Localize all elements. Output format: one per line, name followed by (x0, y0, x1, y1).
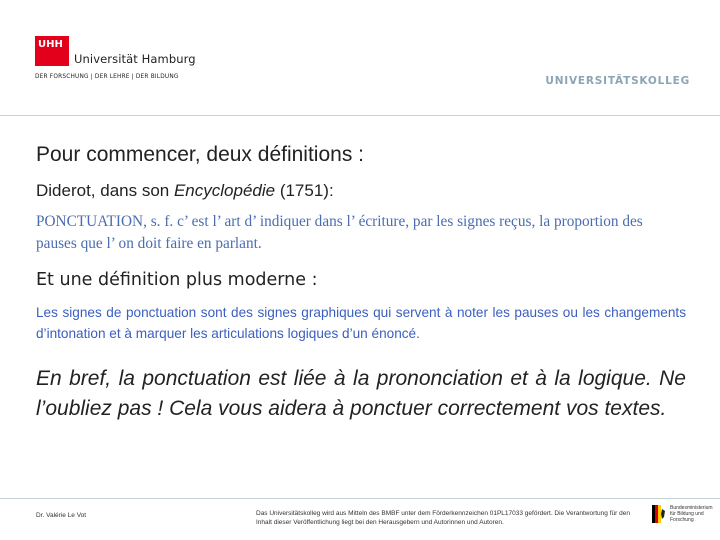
header-divider (0, 115, 720, 116)
university-name: Universität Hamburg (74, 52, 196, 66)
footer-author: Dr. Valérie Le Vot (36, 512, 87, 519)
slide-content (36, 143, 686, 424)
footer-divider (0, 498, 720, 499)
federal-eagle-icon (652, 505, 666, 523)
diderot-quote: PONCTUATION, s. f. c’ est l’ art d’ indiquer dans l’ écriture, par les signes reçus, la proportion des pauses que l’ on doit faire en parlant. (36, 213, 647, 252)
modern-definition: Les signes de ponctuation sont des signes graphiques qui servent à noter les pauses ou les changements d’intonation et à marquer les articulations logiques d’un énoncé. (36, 305, 686, 341)
intro-suffix: (1751): (275, 181, 334, 200)
subheading: Et une définition plus moderne : (36, 270, 318, 290)
university-logo-mark: UHH (35, 36, 69, 66)
footer-funding-note: Das Universitätskolleg wird aus Mitteln des BMBF unter dem Förderkennzeichen 01PL17033 gefördert. Die Verantwortung für den Inhalt dieser Veröffentlichung liegt bei den Herausgebern und Autorinnen und Autoren. (256, 510, 630, 526)
intro-work-title: Encyclopédie (173, 181, 276, 200)
slide-heading: Pour commencer, deux définitions : (36, 143, 365, 166)
intro-prefix: Diderot, dans son (36, 181, 174, 200)
ministry-label: Bundesministerium für Bildung und Forschung (670, 505, 713, 523)
summary-text: En bref, la ponctuation est liée à la prononciation et à la logique. Ne l’oubliez pas ! Cela vous aidera à ponctuer correctement vos textes. (36, 367, 686, 420)
institution-label: UNIVERSITÄTSKOLLEG (545, 75, 690, 87)
university-tagline: DER FORSCHUNG | DER LEHRE | DER BILDUNG (35, 74, 179, 80)
intro-line (36, 181, 686, 201)
